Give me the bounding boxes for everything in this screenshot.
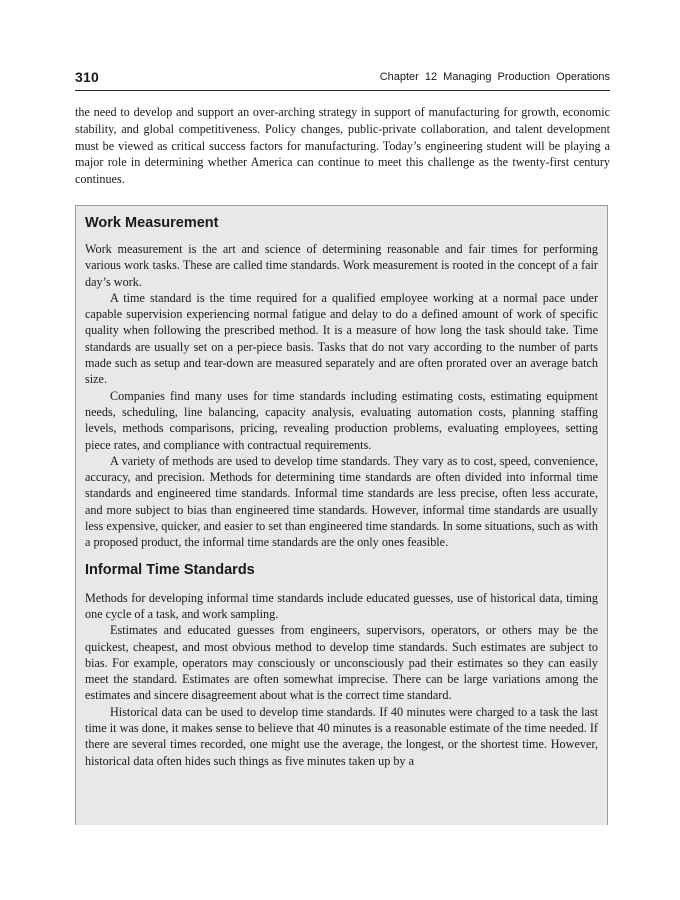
work-measurement-paragraph-4: A variety of methods are used to develop time standards. They vary as to cost, speed, convenience, accuracy, and precision. Methods for determining time standards are often divided into informal time standards and engineered time standards. Informal time standards are less precise, often less accurate, and more subject to bias than engineered time standards. However, informal time standards are usually less expensive, quicker, and easier to set than engineered time standards. In some situations, such as with a proposed product, the informal time standards are the only ones feasible. — [85, 453, 598, 550]
work-measurement-paragraph-1: Work measurement is the art and science of determining reasonable and fair times for performing various work tasks. These are called time standards. Work measurement is rooted in the concept of a fair day’s work. — [85, 242, 598, 289]
informal-paragraph-1: Methods for developing informal time standards include educated guesses, use of historical data, timing one cycle of a task, and work sampling. — [85, 590, 598, 621]
work-measurement-heading: Work Measurement — [85, 215, 219, 231]
intro-paragraph: the need to develop and support an over-arching strategy in support of manufacturing for growth, economic stability, and global competitiveness. Policy changes, public-private collaboration, and talent development must be viewed as critical success factors for manufacturing. Today’s engineering student will be playing a major role in determining whether America can continue to meet this challenge as the twenty-first century continues. — [75, 105, 610, 187]
chapter-title: Chapter 12 Managing Production Operations — [379, 71, 610, 83]
running-head — [75, 68, 610, 91]
work-measurement-paragraph-2: A time standard is the time required for a qualified employee working at a normal pace under capable supervision experiencing normal fatigue and delay to do a defined amount of work of specific quality when following the prescribed method. It is a measure of how long the task should take. Time standards are usually set on a per-piece basis. Tasks that do not vary according to the number of parts made such as setup and tear-down are measured separately and are often prorated over an average batch size. — [85, 290, 598, 387]
informal-paragraph-3: Historical data can be used to develop time standards. If 40 minutes were charged to a task the last time it was done, it makes sense to believe that 40 minutes is a reasonable estimate of the time needed. If there are several times recorded, one might use the average, the longest, or the shortest time. However, historical data often hides such things as five minutes taken up by a — [85, 704, 598, 768]
sidebar-box — [75, 205, 608, 825]
page-number: 310 — [75, 69, 99, 85]
informal-time-standards-heading: Informal Time Standards — [85, 561, 255, 578]
informal-paragraph-2: Estimates and educated guesses from engineers, supervisors, operators, or others may be the quickest, cheapest, and most obvious method to develop time standards. Such estimates are subject to bias. For example, operators may consciously or unconsciously pad their estimates so they can easily meet the standard. Estimates are often somewhat imprecise. There can be large variations among the estimates and sincere disagreement about what is the correct time standard. — [85, 623, 598, 703]
work-measurement-paragraph-3: Companies find many uses for time standards including estimating costs, estimating equipment needs, scheduling, line balancing, capacity analysis, evaluating automation costs, planning staffing levels, methods comparisons, pricing, revealing production problems, evaluating employees, setting piece rates, and compliance with contractual requirements. — [85, 388, 598, 452]
